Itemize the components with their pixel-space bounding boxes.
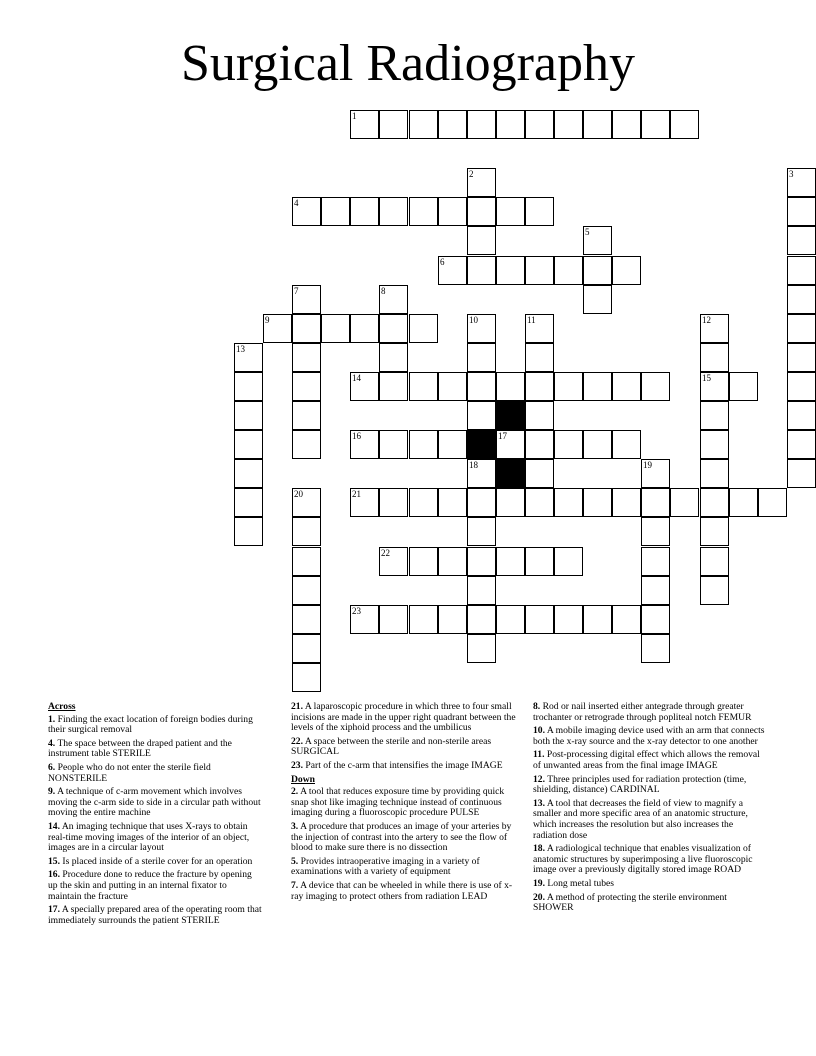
clue-number-label: 22. [291, 735, 303, 747]
across-heading: Across [48, 701, 76, 712]
clue-text: People who do not enter the sterile field NONSTERILE [48, 761, 211, 784]
grid-cell[interactable] [292, 401, 321, 430]
grid-cell[interactable] [467, 197, 496, 226]
grid-cell[interactable] [292, 634, 321, 663]
grid-cell[interactable] [583, 372, 612, 401]
grid-cell[interactable] [612, 488, 641, 517]
grid-cell[interactable] [700, 314, 729, 343]
grid-cell[interactable] [292, 488, 321, 517]
grid-cell[interactable] [438, 430, 467, 459]
grid-cell[interactable] [641, 517, 670, 546]
grid-cell[interactable] [641, 605, 670, 634]
clue-text: Provides intraoperative imaging in a variety of examinations with a variety of equipment [291, 855, 480, 878]
clue-number: 10 [469, 315, 478, 325]
grid-cell[interactable] [467, 256, 496, 285]
clue-number-label: 18. [533, 843, 545, 855]
grid-cell[interactable] [467, 547, 496, 576]
down-clue [533, 893, 765, 914]
grid-cell[interactable] [496, 197, 525, 226]
down-clue [291, 881, 517, 902]
grid-cell[interactable] [496, 256, 525, 285]
clue-text: An imaging technique that uses X-rays to obtain real-time moving images of the interior of an object, images are in a circular layout [48, 820, 250, 854]
grid-cell[interactable] [379, 488, 408, 517]
grid-cell[interactable] [234, 343, 263, 372]
grid-cell[interactable] [409, 547, 438, 576]
grid-cell[interactable] [467, 488, 496, 517]
down-clue [533, 750, 765, 771]
grid-cell[interactable] [379, 372, 408, 401]
down-clue [291, 822, 517, 854]
clue-number: 13 [236, 344, 245, 354]
clue-number: 2 [469, 169, 474, 179]
down-clue [533, 775, 765, 796]
clue-number-label: 16. [48, 869, 60, 881]
clue-column-3 [533, 702, 765, 917]
clue-text: Rod or nail inserted either antegrade through greater trochanter or retrograde through popliteal notch FEMUR [533, 701, 752, 723]
grid-cell[interactable] [409, 110, 438, 139]
clue-number: 21 [352, 489, 361, 499]
grid-cell[interactable] [787, 459, 816, 488]
grid-cell[interactable] [700, 576, 729, 605]
grid-cell[interactable] [525, 343, 554, 372]
clue-number-label: 3. [291, 820, 299, 832]
clue-text: Is placed inside of a sterile cover for an operation [62, 855, 253, 867]
grid-cell[interactable] [700, 401, 729, 430]
clue-number: 18 [469, 460, 478, 470]
clue-number-label: 15. [48, 855, 60, 867]
grid-cell[interactable] [525, 256, 554, 285]
grid-cell[interactable] [525, 372, 554, 401]
grid-cell[interactable] [467, 314, 496, 343]
clue-number: 11 [527, 315, 536, 325]
grid-cell[interactable] [583, 110, 612, 139]
grid-cell[interactable] [438, 605, 467, 634]
grid-cell[interactable] [438, 110, 467, 139]
clue-number-label: 7. [291, 879, 299, 891]
grid-cell[interactable] [641, 488, 670, 517]
across-clue [291, 737, 517, 758]
clue-number: 22 [381, 548, 390, 558]
down-clue [533, 702, 765, 723]
grid-cell[interactable] [234, 372, 263, 401]
grid-cell[interactable] [525, 459, 554, 488]
clue-number: 3 [789, 169, 794, 179]
grid-cell[interactable] [583, 285, 612, 314]
clue-text: A device that can be wheeled in while there is use of x-ray imaging to protect others from radiation LEAD [291, 879, 513, 902]
across-clue [291, 702, 517, 734]
grid-cell[interactable] [612, 430, 641, 459]
grid-cell[interactable] [496, 488, 525, 517]
grid-cell[interactable] [700, 459, 729, 488]
grid-cell[interactable] [234, 401, 263, 430]
grid-cell[interactable] [700, 547, 729, 576]
grid-cell[interactable] [467, 634, 496, 663]
clue-text: The space between the draped patient and the instrument table STERILE [48, 737, 232, 760]
clue-number: 14 [352, 373, 361, 383]
clue-text: A mobile imaging device used with an arm that connects both the x-ray source and the x-ray detector to one another [533, 725, 765, 747]
down-clue [533, 799, 765, 841]
grid-cell[interactable] [467, 459, 496, 488]
grid-cell[interactable] [467, 401, 496, 430]
across-clue [48, 905, 262, 926]
clue-text: A specially prepared area of the operating room that immediately surrounds the patient STERILE [48, 904, 262, 926]
clue-text: A procedure that produces an image of your arteries by the injection of contrast into the artery to see the flow of blood to make sure there is no dissection [291, 820, 512, 854]
grid-cell[interactable] [641, 547, 670, 576]
clue-number-label: 9. [48, 786, 56, 798]
grid-cell[interactable] [379, 314, 408, 343]
grid-cell[interactable] [379, 197, 408, 226]
grid-cell[interactable] [234, 459, 263, 488]
grid-cell[interactable] [292, 372, 321, 401]
grid-cell[interactable] [670, 488, 699, 517]
grid-cell[interactable] [467, 168, 496, 197]
clue-number-label: 8. [533, 701, 541, 712]
clue-text: A technique of c-arm movement which involves moving the c-arm side to side in a circular path without moving the entire machine [48, 786, 261, 819]
grid-cell[interactable] [787, 430, 816, 459]
grid-cell[interactable] [525, 314, 554, 343]
grid-cell[interactable] [554, 430, 583, 459]
grid-cell[interactable] [350, 197, 379, 226]
grid-cell[interactable] [379, 430, 408, 459]
down-heading: Down [291, 773, 315, 785]
grid-cell[interactable] [292, 517, 321, 546]
grid-cell[interactable] [438, 256, 467, 285]
grid-cell[interactable] [554, 605, 583, 634]
grid-cell[interactable] [292, 343, 321, 372]
clue-number: 8 [381, 286, 386, 296]
clue-number: 5 [585, 227, 590, 237]
grid-cell[interactable] [350, 605, 379, 634]
grid-cell[interactable] [467, 517, 496, 546]
clue-number: 6 [440, 257, 445, 267]
across-clue [48, 763, 262, 784]
grid-cell[interactable] [787, 226, 816, 255]
clue-number-label: 2. [291, 786, 299, 798]
clue-text: Procedure done to reduce the fracture by opening up the skin and putting in an internal fixator to maintain the fracture [48, 869, 252, 902]
clue-text: Part of the c-arm that intensifies the image IMAGE [305, 759, 503, 771]
grid-cell[interactable] [496, 110, 525, 139]
grid-cell[interactable] [787, 285, 816, 314]
grid-cell[interactable] [321, 314, 350, 343]
clue-number-label: 19. [533, 877, 545, 889]
grid-cell[interactable] [583, 488, 612, 517]
grid-cell[interactable] [700, 343, 729, 372]
clue-number: 17 [498, 431, 507, 441]
grid-cell[interactable] [438, 488, 467, 517]
grid-cell[interactable] [612, 256, 641, 285]
grid-cell[interactable] [292, 430, 321, 459]
across-clue [48, 857, 262, 868]
grid-cell[interactable] [350, 110, 379, 139]
clue-number-label: 17. [48, 904, 60, 916]
across-clue [48, 715, 262, 736]
clue-number: 20 [294, 489, 303, 499]
grid-cell[interactable] [292, 576, 321, 605]
clue-column-1 [48, 702, 262, 929]
grid-cell[interactable] [496, 605, 525, 634]
grid-cell[interactable] [438, 197, 467, 226]
grid-cell[interactable] [409, 488, 438, 517]
grid-cell[interactable] [787, 168, 816, 197]
grid-cell[interactable] [467, 372, 496, 401]
grid-cell[interactable] [350, 488, 379, 517]
grid-cell[interactable] [700, 517, 729, 546]
across-clue [48, 739, 262, 760]
grid-cell[interactable] [379, 110, 408, 139]
grid-cell[interactable] [700, 372, 729, 401]
clue-number: 15 [702, 373, 711, 383]
clue-number-label: 21. [291, 701, 303, 712]
clue-text: Three principles used for radiation protection (time, shielding, distance) CARDINAL [533, 773, 747, 796]
grid-cell[interactable] [583, 226, 612, 255]
grid-cell[interactable] [787, 343, 816, 372]
grid-cell[interactable] [467, 605, 496, 634]
grid-cell[interactable] [496, 430, 525, 459]
clue-number: 16 [352, 431, 361, 441]
grid-cell[interactable] [379, 547, 408, 576]
grid-cell[interactable] [641, 459, 670, 488]
black-cell [467, 430, 496, 459]
across-clue [48, 822, 262, 854]
grid-cell[interactable] [234, 430, 263, 459]
grid-cell[interactable] [554, 547, 583, 576]
grid-cell[interactable] [525, 488, 554, 517]
clue-number-label: 11. [533, 749, 545, 761]
clue-text: A space between the sterile and non-sterile areas SURGICAL [291, 735, 492, 758]
grid-cell[interactable] [234, 517, 263, 546]
clue-number: 9 [265, 315, 270, 325]
grid-cell[interactable] [525, 197, 554, 226]
grid-cell[interactable] [467, 110, 496, 139]
clue-text: A tool that reduces exposure time by providing quick snap shot like imaging technique instead of continuous imaging during a fluoroscopic procedure PULSE [291, 786, 505, 819]
grid-cell[interactable] [409, 372, 438, 401]
grid-cell[interactable] [641, 372, 670, 401]
down-clue [533, 726, 765, 747]
grid-cell[interactable] [525, 401, 554, 430]
grid-cell[interactable] [350, 430, 379, 459]
grid-cell[interactable] [554, 488, 583, 517]
grid-cell[interactable] [612, 110, 641, 139]
grid-cell[interactable] [379, 343, 408, 372]
clue-number: 1 [352, 111, 357, 121]
grid-cell[interactable] [787, 197, 816, 226]
grid-cell[interactable] [292, 314, 321, 343]
grid-cell[interactable] [641, 110, 670, 139]
grid-cell[interactable] [379, 285, 408, 314]
grid-cell[interactable] [525, 605, 554, 634]
down-clue [291, 857, 517, 878]
grid-cell[interactable] [612, 372, 641, 401]
clue-number-label: 14. [48, 820, 60, 832]
grid-cell[interactable] [379, 605, 408, 634]
grid-cell[interactable] [583, 256, 612, 285]
grid-cell[interactable] [292, 547, 321, 576]
grid-cell[interactable] [758, 488, 787, 517]
clue-number: 12 [702, 315, 711, 325]
grid-cell[interactable] [670, 110, 699, 139]
clue-number: 19 [643, 460, 652, 470]
grid-cell[interactable] [641, 576, 670, 605]
grid-cell[interactable] [350, 314, 379, 343]
clue-number-label: 13. [533, 797, 545, 809]
grid-cell[interactable] [554, 110, 583, 139]
clue-number-label: 4. [48, 737, 56, 749]
grid-cell[interactable] [700, 430, 729, 459]
grid-cell[interactable] [729, 372, 758, 401]
clue-text: Finding the exact location of foreign bodies during their surgical removal [48, 713, 253, 736]
grid-cell[interactable] [554, 256, 583, 285]
grid-cell[interactable] [787, 314, 816, 343]
grid-cell[interactable] [409, 605, 438, 634]
clue-number-label: 12. [533, 773, 545, 785]
grid-cell[interactable] [292, 605, 321, 634]
grid-cell[interactable] [438, 547, 467, 576]
grid-cell[interactable] [787, 256, 816, 285]
grid-cell[interactable] [409, 430, 438, 459]
grid-cell[interactable] [525, 430, 554, 459]
grid-cell[interactable] [496, 547, 525, 576]
grid-cell[interactable] [612, 605, 641, 634]
puzzle-title: Surgical Radiography [181, 35, 635, 92]
clue-number: 7 [294, 286, 299, 296]
down-clue [533, 879, 765, 890]
down-clue [533, 844, 765, 876]
grid-cell[interactable] [292, 663, 321, 692]
clue-text: A radiological technique that enables visualization of anatomic structures by superimposing a live fluoroscopic image over a previously digitally stored image ROAD [533, 843, 753, 876]
grid-cell[interactable] [496, 372, 525, 401]
grid-cell[interactable] [583, 430, 612, 459]
grid-cell[interactable] [729, 488, 758, 517]
clue-number-label: 5. [291, 855, 299, 867]
grid-cell[interactable] [641, 634, 670, 663]
grid-cell[interactable] [700, 488, 729, 517]
grid-cell[interactable] [292, 285, 321, 314]
black-cell [496, 459, 525, 488]
grid-cell[interactable] [263, 314, 292, 343]
clue-number-label: 6. [48, 761, 56, 773]
black-cell [496, 401, 525, 430]
grid-cell[interactable] [467, 226, 496, 255]
grid-cell[interactable] [525, 110, 554, 139]
clue-text: Long metal tubes [547, 877, 615, 889]
clue-number: 23 [352, 606, 361, 616]
grid-cell[interactable] [292, 197, 321, 226]
grid-cell[interactable] [583, 605, 612, 634]
grid-cell[interactable] [467, 576, 496, 605]
grid-cell[interactable] [350, 372, 379, 401]
clue-text: A tool that decreases the field of view to magnify a smaller and more specific area of an anatomic structure, which increases the resolution but also increases the radiation dose [533, 797, 748, 841]
grid-cell[interactable] [438, 372, 467, 401]
grid-cell[interactable] [409, 314, 438, 343]
down-clue [291, 787, 517, 819]
clue-number-label: 23. [291, 759, 303, 771]
clue-number-label: 10. [533, 725, 545, 737]
clue-number-label: 20. [533, 891, 545, 903]
grid-cell[interactable] [321, 197, 350, 226]
across-clue [48, 787, 262, 819]
grid-cell[interactable] [525, 547, 554, 576]
clue-column-2 [291, 702, 517, 905]
clue-text: Post-processing digital effect which allows the removal of unwanted areas from the final image IMAGE [533, 749, 760, 771]
grid-cell[interactable] [467, 343, 496, 372]
clue-number: 4 [294, 198, 299, 208]
clue-text: A laparoscopic procedure in which three to four small incisions are made in the upper right quadrant between the levels of the xiphoid process and the umbilicus [291, 701, 516, 734]
grid-cell[interactable] [409, 197, 438, 226]
grid-cell[interactable] [554, 372, 583, 401]
across-clue [291, 761, 517, 772]
grid-cell[interactable] [787, 401, 816, 430]
across-clue [48, 870, 262, 902]
clue-text: A method of protecting the sterile environment SHOWER [533, 891, 727, 914]
grid-cell[interactable] [787, 372, 816, 401]
clue-number-label: 1. [48, 713, 56, 725]
grid-cell[interactable] [234, 488, 263, 517]
